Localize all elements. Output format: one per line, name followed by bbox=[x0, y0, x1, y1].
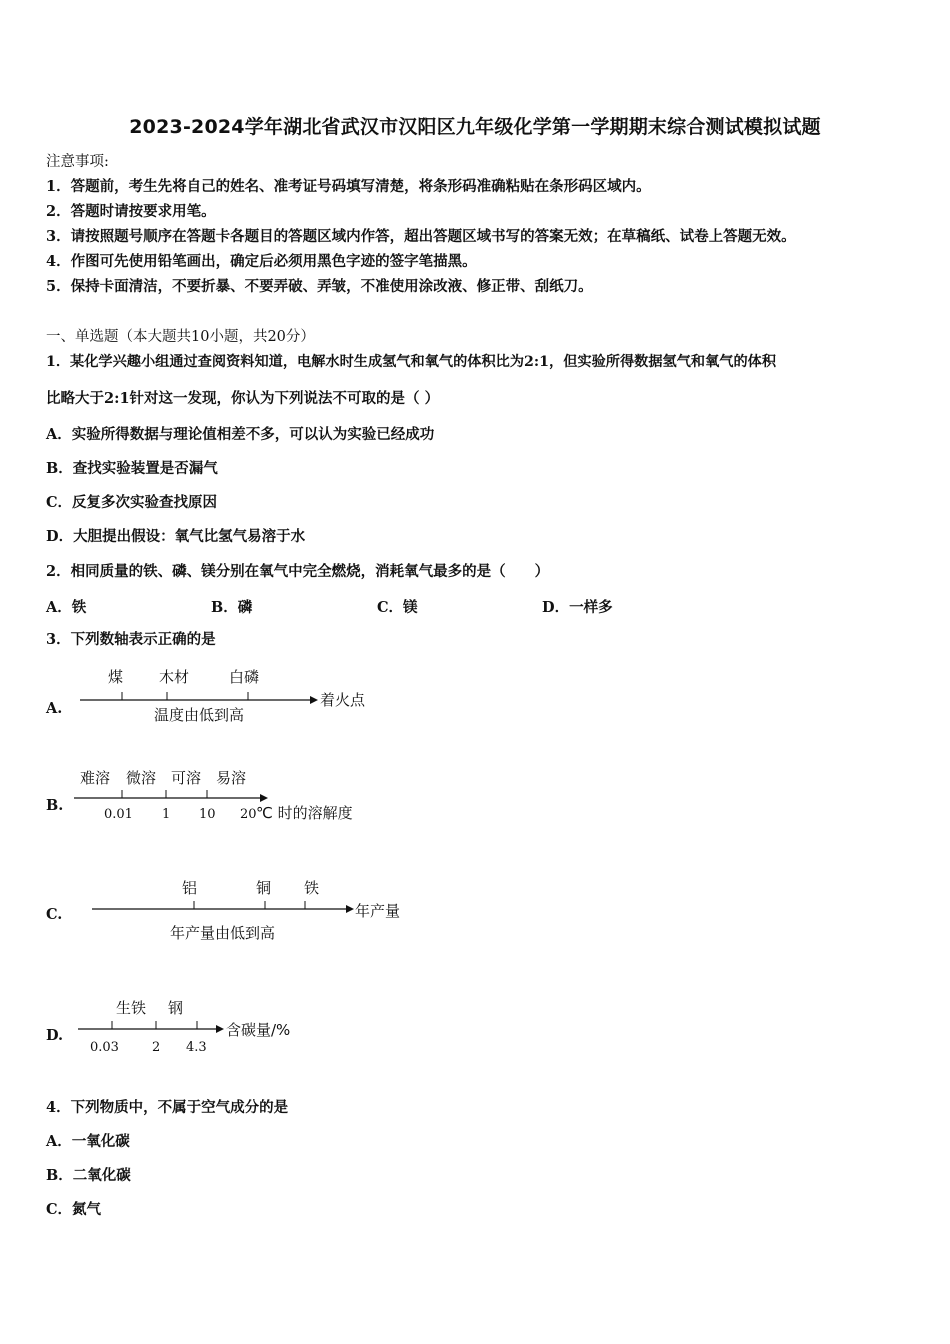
region-label-slightly-soluble: 微溶 bbox=[126, 769, 157, 787]
q3-option-d-axis bbox=[70, 995, 370, 1059]
notice-heading: 注意事项: bbox=[46, 154, 109, 170]
q2-option-d: D．一样多 bbox=[542, 599, 613, 616]
q2-option-c: C．镁 bbox=[377, 599, 418, 616]
tick-label-white-phosphorus: 白磷 bbox=[229, 668, 260, 686]
region-label-easily-soluble: 易溶 bbox=[216, 769, 247, 787]
q2-stem: 2．相同质量的铁、磷、镁分别在氧气中完全燃烧，消耗氧气最多的是（ ） bbox=[46, 563, 550, 580]
unit-label: ℃ 时的溶解度 bbox=[256, 804, 353, 822]
q3-option-a-label: A. bbox=[46, 700, 63, 717]
region-label-pig-iron: 生铁 bbox=[116, 999, 147, 1017]
q1-stem-line2: 比略大于2:1针对这一发现，你认为下列说法不可取的是（ ） bbox=[46, 390, 440, 407]
notice-item-5: 5．保持卡面清洁，不要折暴、不要弄破、弄皱，不准使用涂改液、修正带、刮纸刀。 bbox=[46, 278, 593, 295]
tick-label-iron: 铁 bbox=[304, 879, 320, 897]
arrow-head bbox=[216, 1025, 224, 1033]
region-label-steel: 钢 bbox=[168, 999, 184, 1017]
notice-item-1: 1．答题前，考生先将自己的姓名、准考证号码填写清楚，将条形码准确粘贴在条形码区域内。 bbox=[46, 178, 651, 195]
q3-stem: 3．下列数轴表示正确的是 bbox=[46, 631, 216, 648]
tick-label-wood: 木材 bbox=[159, 668, 190, 686]
q4-option-b: B．二氧化碳 bbox=[46, 1167, 131, 1184]
tick-label-aluminum: 铝 bbox=[182, 879, 198, 897]
number-1: 1 bbox=[162, 807, 171, 822]
q2-option-b: B．磷 bbox=[211, 599, 253, 616]
arrow-head bbox=[260, 794, 268, 802]
q4-option-c: C．氮气 bbox=[46, 1201, 102, 1218]
arrow-label: 年产量 bbox=[355, 902, 401, 920]
q4-stem: 4．下列物质中，不属于空气成分的是 bbox=[46, 1099, 289, 1116]
arrow-head bbox=[346, 905, 354, 913]
arrow-label: 着火点 bbox=[320, 691, 366, 709]
number-0-01: 0.01 bbox=[104, 807, 133, 822]
under-label: 年产量由低到高 bbox=[170, 924, 276, 942]
region-label-insoluble: 难溶 bbox=[80, 769, 111, 787]
tick-label-copper: 铜 bbox=[256, 879, 272, 897]
number-10: 10 bbox=[199, 807, 216, 822]
notice-item-4: 4．作图可先使用铅笔画出，确定后必须用黑色字迹的签字笔描黑。 bbox=[46, 253, 477, 270]
section-heading: 一、单选题（本大题共10小题，共20分） bbox=[46, 329, 315, 345]
arrow-head bbox=[310, 696, 318, 704]
arrow-label: 含碳量/% bbox=[226, 1021, 291, 1039]
under-label: 温度由低到高 bbox=[154, 706, 245, 724]
q4-option-a: A．一氧化碳 bbox=[46, 1133, 130, 1150]
notice-item-2: 2．答题时请按要求用笔。 bbox=[46, 203, 216, 220]
q3-option-d-label: D. bbox=[46, 1027, 64, 1044]
q3-option-b-label: B. bbox=[46, 797, 64, 814]
number-4-3: 4.3 bbox=[186, 1040, 207, 1055]
q1-option-d: D．大胆提出假设：氧气比氢气易溶于水 bbox=[46, 528, 306, 545]
region-label-soluble: 可溶 bbox=[171, 769, 202, 787]
tick-label-coal: 煤 bbox=[108, 668, 124, 686]
q2-option-a: A．铁 bbox=[46, 599, 87, 616]
q3-option-b-axis bbox=[70, 764, 400, 828]
q1-option-a: A．实验所得数据与理论值相差不多，可以认为实验已经成功 bbox=[46, 426, 435, 443]
number-0-03: 0.03 bbox=[90, 1040, 119, 1055]
page-title: 2023-2024学年湖北省武汉市汉阳区九年级化学第一学期期末综合测试模拟试题 bbox=[129, 116, 821, 138]
q3-option-a-axis bbox=[70, 662, 390, 730]
q1-option-b: B．查找实验装置是否漏气 bbox=[46, 460, 218, 477]
q1-stem-line1: 1．某化学兴趣小组通过查阅资料知道，电解水时生成氢气和氧气的体积比为2:1，但实验所得数据氢气和氧气的体积 bbox=[46, 354, 777, 370]
q3-option-c-label: C. bbox=[46, 906, 63, 923]
q1-option-c: C．反复多次实验查找原因 bbox=[46, 494, 218, 511]
notice-item-3: 3．请按照题号顺序在答题卡各题目的答题区域内作答，超出答题区域书写的答案无效；在草稿纸、试卷上答题无效。 bbox=[46, 228, 796, 245]
number-20: 20 bbox=[240, 807, 257, 822]
number-2: 2 bbox=[152, 1040, 161, 1055]
q3-option-c-axis bbox=[80, 873, 420, 943]
